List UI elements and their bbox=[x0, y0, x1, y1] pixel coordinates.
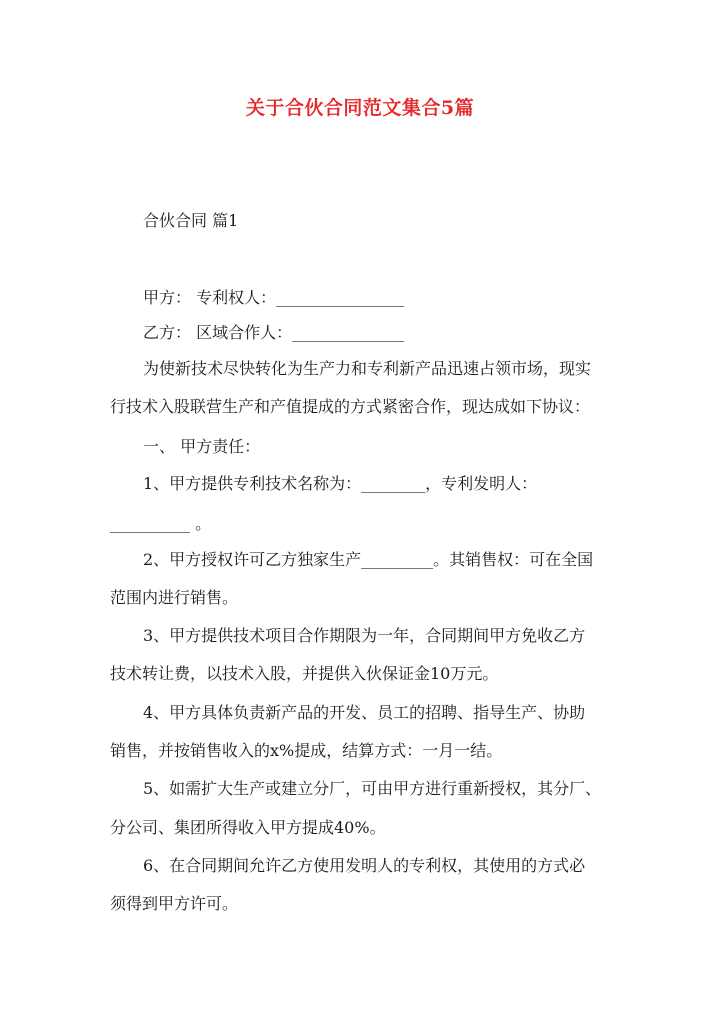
item-2-line-2: 范围内进行销售。 bbox=[110, 588, 239, 607]
intro-paragraph-line-1: 为使新技术尽快转化为生产力和专利新产品迅速占领市场，现实 bbox=[143, 359, 592, 378]
item-3-line-2: 技术转让费，以技术入股，并提供入伙保证金10万元。 bbox=[110, 664, 499, 683]
item-1-line-1: 1、甲方提供专利技术名称为：________，专利发明人： bbox=[143, 474, 538, 493]
section-heading: 合伙合同 篇1 bbox=[143, 211, 239, 230]
section-one-heading: 一、 甲方责任： bbox=[143, 437, 261, 456]
item-4-line-1: 4、甲方具体负责新产品的开发、员工的招聘、指导生产、协助 bbox=[143, 703, 586, 722]
item-3-line-1: 3、甲方提供技术项目合作期限为一年，合同期间甲方免收乙方 bbox=[143, 626, 586, 645]
item-6-line-1: 6、在合同期间允许乙方使用发明人的专利权，其使用的方式必 bbox=[143, 856, 586, 875]
item-1-line-2: __________ 。 bbox=[110, 514, 212, 533]
item-5-line-1: 5、如需扩大生产或建立分厂，可由甲方进行重新授权，其分厂、 bbox=[143, 779, 602, 798]
party-a-line: 甲方： 专利权人：________________ bbox=[143, 288, 405, 307]
item-4-line-2: 销售，并按销售收入的x%提成，结算方式：一月一结。 bbox=[110, 741, 503, 760]
item-5-line-2: 分公司、集团所得收入甲方提成40%。 bbox=[110, 818, 386, 837]
document-title: 关于合伙合同范文集合5篇 bbox=[245, 97, 475, 119]
intro-paragraph-line-2: 行技术入股联营生产和产值提成的方式紧密合作，现达成如下协议： bbox=[110, 397, 591, 416]
item-2-line-1: 2、甲方授权许可乙方独家生产_________。其销售权：可在全国 bbox=[143, 550, 594, 569]
item-6-line-2: 须得到甲方许可。 bbox=[110, 894, 239, 913]
party-b-line: 乙方： 区域合作人：______________ bbox=[143, 323, 405, 342]
